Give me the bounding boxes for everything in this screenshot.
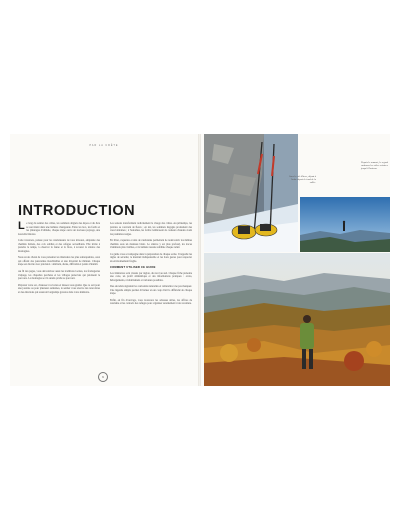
- photo-hiker-summit: [300, 197, 390, 252]
- photo-caption: Depuis le sommet, le regard embrasse les crêtes voisines jusqu'à l'horizon.: [361, 161, 388, 171]
- running-head: PAR LA CRÊTE: [89, 144, 119, 147]
- paragraph: Enfin, en fin d'ouvrage, vous trouverez les adresses utiles, les offices de tourisme et les contacts des refuges pour organiser sereinement votre aventure.: [110, 298, 192, 306]
- drop-cap: L: [18, 220, 25, 232]
- paragraph: Des encadrés signalent les curiosités naturelles et culturelles à ne pas manquer. Une légende simple permet d'évaluer en un coup d'œil la difficulté de chaque étape.: [110, 285, 192, 296]
- paragraph: Les saisons transforment radicalement le visage des crêtes. Au printemps, les prairies se couvrent de fleurs ; en été, les sommets dégagés promettent des vues lointaines ; à l'automne, les forêts s'embrasent de couleurs chaudes avant les premières neiges.: [110, 222, 192, 236]
- text-column-right: [110, 222, 192, 309]
- paragraph: Au fil des pages, vous découvrirez aussi les traditions locales, les fromageries d'alpage, les chapelles perchées et les villages préservés qui jalonnent le parcours. La montagne se vit autant qu'elle se parcourt.: [18, 270, 100, 281]
- paragraph: Cette traversée, pensée pour les randonneurs de tous niveaux, emprunte des chemins balisés, des cols oubliés et des refuges accueillants. Elle invite à prendre le temps, à observer la faune et la flore, à écouter le silence des montagnes.: [18, 239, 100, 253]
- chapter-title: INTRODUCTION: [18, 203, 136, 219]
- paragraph: En hiver, raquettes et skis de randonnée permettent de redécouvrir les mêmes chemins sous un manteau blanc. Le silence y est plus profond, les traces d'animaux plus visibles, et la lumière rasante sublime chaque relief.: [110, 239, 192, 250]
- book-spread: [0, 134, 400, 386]
- paragraph: Les itinéraires sont classés par région, du nord au sud. Chaque fiche présente une carte, un profil altimétrique et des informations pratiques : accès, hébergements, ravitaillement et variantes possibles.: [110, 271, 192, 282]
- paragraph: Ce guide vous accompagne dans la préparation de chaque sortie. Il rappelle les règles de sécurité, le matériel indispensable et les bons gestes pour respecter un environnement fragile.: [110, 252, 192, 263]
- paragraph: Préparez votre sac, chaussez vos bottes et laissez-vous guider. Que ce soit pour une journée ou pour plusieurs semaines, le sentier vous réserve des rencontres et des émotions qui resteront longtemps gravées dans votre mémoire.: [18, 283, 100, 294]
- paragraph-text: e long du sentier des crêtes, les sommets alignés des Alpes et du Jura se succèdent dans une lumière changeante. Entre les lacs, les forêts et les pâturages d'altitude, chaque étape ouvre un nouveau paysage, une nouvelle histoire.: [18, 222, 100, 236]
- photo-caption: Sous le ciel d'hiver, départ à l'aube depuis le fond de la vallée.: [289, 175, 316, 185]
- section-subheading: COMMENT UTILISER CE GUIDE: [110, 266, 156, 270]
- text-column-left: [18, 222, 100, 297]
- left-page: [10, 134, 198, 386]
- photo-autumn-hiker: [204, 253, 390, 386]
- paragraph: [18, 222, 100, 236]
- page-number: 9: [98, 372, 108, 382]
- photo-snowshoes: [204, 134, 298, 252]
- paragraph: Nous avons choisi de vous présenter les itinéraires les plus remarquables, ceux qui offrent des panoramas inoubliables et une diversité de milieux. Chaque étape est décrite avec précision : dénivelé, durée, difficulté et points d'intérêt.: [18, 256, 100, 267]
- right-page: [201, 134, 390, 386]
